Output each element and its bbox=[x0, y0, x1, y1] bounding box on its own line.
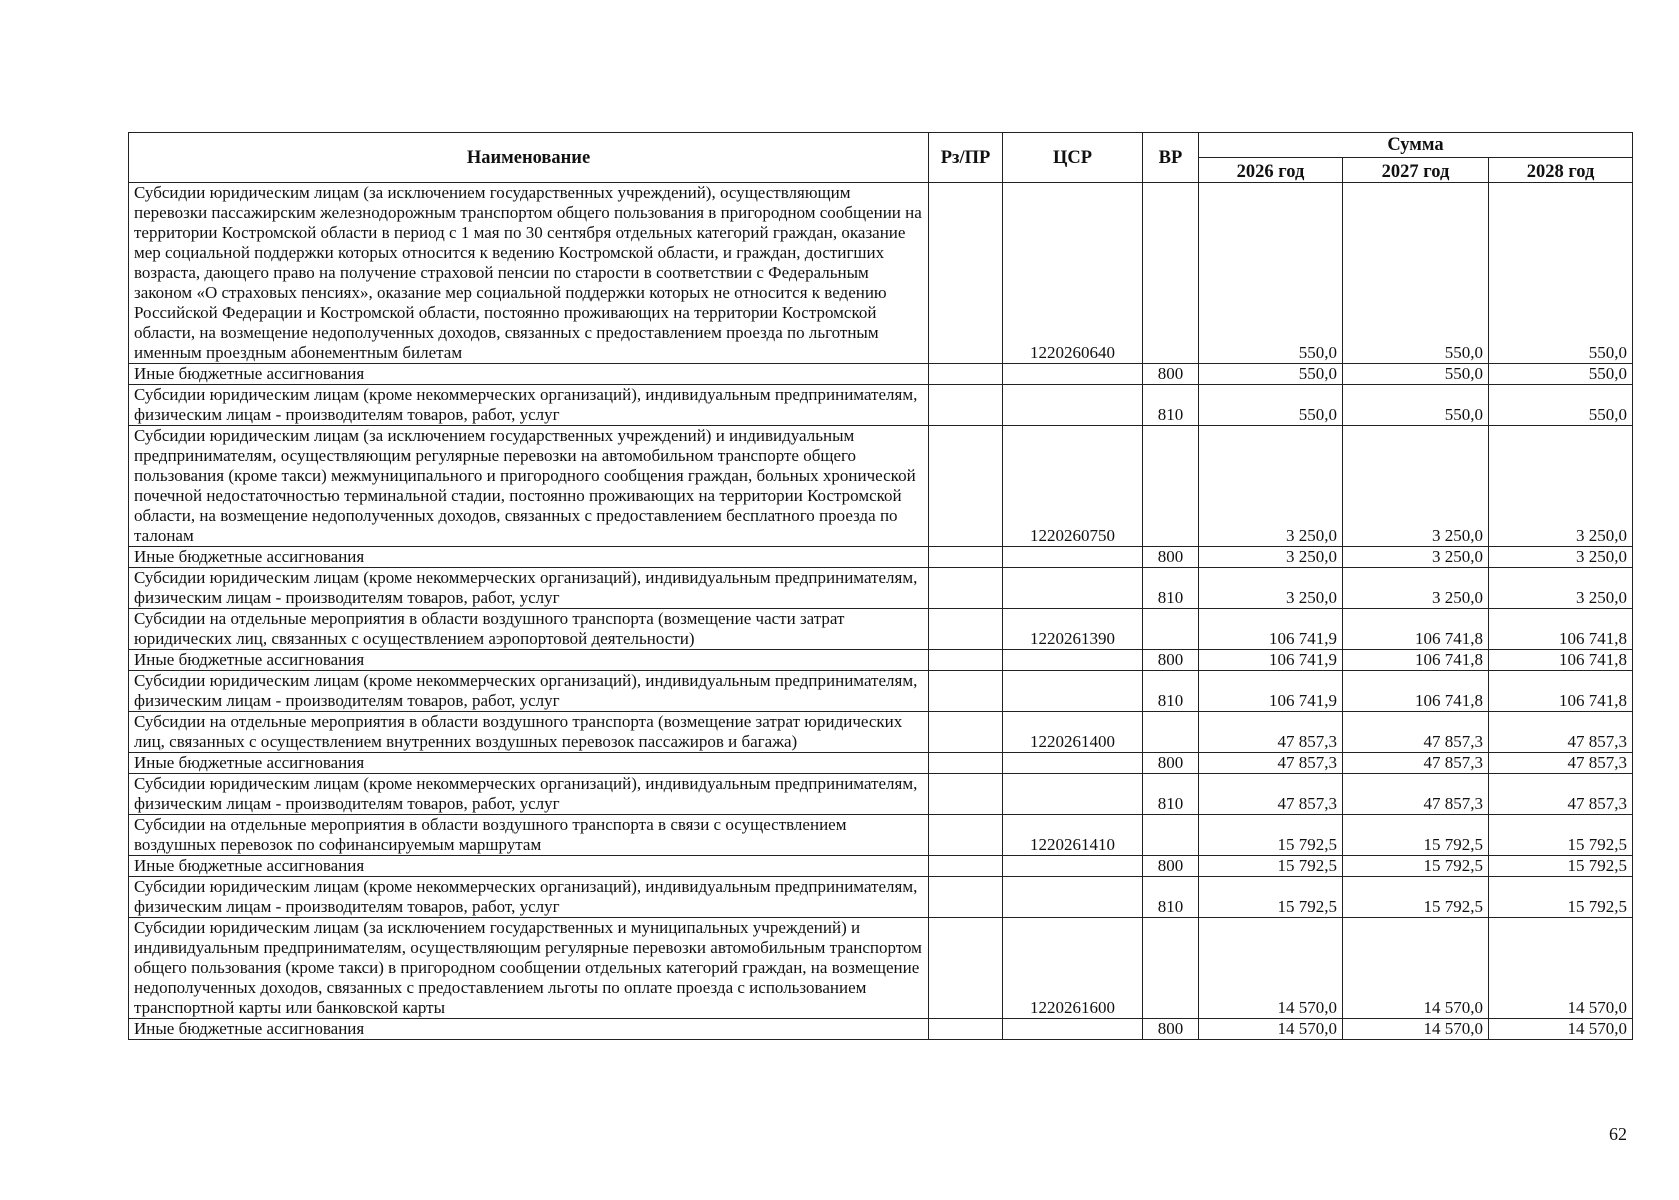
cell-vr: 800 bbox=[1143, 364, 1199, 385]
cell-name: Иные бюджетные ассигнования bbox=[129, 650, 929, 671]
cell-amount-2027: 106 741,8 bbox=[1343, 650, 1489, 671]
cell-amount-2028: 550,0 bbox=[1489, 385, 1633, 426]
cell-amount-2026: 550,0 bbox=[1199, 364, 1343, 385]
cell-name: Субсидии юридическим лицам (за исключением государственных учреждений) и индивидуальным предпринимателям, осуществляющим регулярные перевозки на автомобильном транспорте общего пользования (кроме такси) межмуниципального и пригородного сообщения граждан, больных хронической почечной недостаточностью терминальной стадии, постоянно проживающих на территории Костромской области, на возмещение недополученных доходов, связанных с предоставлением бесплатного проезда по талонам bbox=[129, 426, 929, 547]
table-row bbox=[129, 753, 1633, 774]
cell-amount-2026: 14 570,0 bbox=[1199, 918, 1343, 1019]
table-row bbox=[129, 568, 1633, 609]
cell-amount-2027: 47 857,3 bbox=[1343, 753, 1489, 774]
cell-amount-2027: 3 250,0 bbox=[1343, 426, 1489, 547]
cell-amount-2027: 14 570,0 bbox=[1343, 918, 1489, 1019]
cell-amount-2027: 3 250,0 bbox=[1343, 547, 1489, 568]
table-row bbox=[129, 712, 1633, 753]
cell-amount-2028: 15 792,5 bbox=[1489, 877, 1633, 918]
table-row bbox=[129, 609, 1633, 650]
cell-amount-2028: 106 741,8 bbox=[1489, 671, 1633, 712]
cell-amount-2026: 47 857,3 bbox=[1199, 712, 1343, 753]
cell-vr: 810 bbox=[1143, 568, 1199, 609]
cell-amount-2028: 3 250,0 bbox=[1489, 568, 1633, 609]
cell-vr bbox=[1143, 183, 1199, 364]
cell-name: Иные бюджетные ассигнования bbox=[129, 364, 929, 385]
cell-vr: 810 bbox=[1143, 671, 1199, 712]
table-row bbox=[129, 877, 1633, 918]
cell-vr: 800 bbox=[1143, 547, 1199, 568]
table-row bbox=[129, 364, 1633, 385]
cell-rz-pr bbox=[929, 183, 1003, 364]
cell-amount-2028: 550,0 bbox=[1489, 183, 1633, 364]
header-year-2028: 2028 год bbox=[1489, 158, 1633, 183]
cell-amount-2027: 14 570,0 bbox=[1343, 1019, 1489, 1040]
cell-rz-pr bbox=[929, 547, 1003, 568]
cell-csr bbox=[1003, 568, 1143, 609]
cell-vr: 800 bbox=[1143, 650, 1199, 671]
cell-name: Субсидии юридическим лицам (кроме некоммерческих организаций), индивидуальным предпринимателям, физическим лицам - производителям товаров, работ, услуг bbox=[129, 568, 929, 609]
cell-amount-2026: 106 741,9 bbox=[1199, 650, 1343, 671]
table-row bbox=[129, 385, 1633, 426]
cell-amount-2026: 3 250,0 bbox=[1199, 568, 1343, 609]
cell-rz-pr bbox=[929, 815, 1003, 856]
cell-rz-pr bbox=[929, 385, 1003, 426]
table-row bbox=[129, 918, 1633, 1019]
cell-csr: 1220260750 bbox=[1003, 426, 1143, 547]
table-row bbox=[129, 426, 1633, 547]
cell-name: Субсидии на отдельные мероприятия в области воздушного транспорта в связи с осуществлением воздушных перевозок по софинансируемым маршрутам bbox=[129, 815, 929, 856]
cell-vr: 800 bbox=[1143, 856, 1199, 877]
cell-amount-2027: 106 741,8 bbox=[1343, 609, 1489, 650]
cell-amount-2028: 47 857,3 bbox=[1489, 774, 1633, 815]
table-row bbox=[129, 671, 1633, 712]
cell-amount-2028: 550,0 bbox=[1489, 364, 1633, 385]
cell-name: Иные бюджетные ассигнования bbox=[129, 1019, 929, 1040]
cell-vr bbox=[1143, 918, 1199, 1019]
cell-name: Субсидии на отдельные мероприятия в области воздушного транспорта (возмещение части затрат юридических лиц, связанных с осуществлением аэропортовой деятельности) bbox=[129, 609, 929, 650]
cell-amount-2026: 15 792,5 bbox=[1199, 856, 1343, 877]
cell-vr: 810 bbox=[1143, 385, 1199, 426]
cell-rz-pr bbox=[929, 568, 1003, 609]
cell-amount-2027: 3 250,0 bbox=[1343, 568, 1489, 609]
cell-amount-2028: 47 857,3 bbox=[1489, 712, 1633, 753]
cell-name: Субсидии юридическим лицам (кроме некоммерческих организаций), индивидуальным предпринимателям, физическим лицам - производителям товаров, работ, услуг bbox=[129, 877, 929, 918]
cell-amount-2028: 3 250,0 bbox=[1489, 547, 1633, 568]
cell-amount-2027: 47 857,3 bbox=[1343, 712, 1489, 753]
cell-vr bbox=[1143, 426, 1199, 547]
cell-rz-pr bbox=[929, 712, 1003, 753]
cell-name: Субсидии юридическим лицам (кроме некоммерческих организаций), индивидуальным предпринимателям, физическим лицам - производителям товаров, работ, услуг bbox=[129, 671, 929, 712]
cell-name: Иные бюджетные ассигнования bbox=[129, 856, 929, 877]
cell-vr bbox=[1143, 609, 1199, 650]
cell-amount-2028: 15 792,5 bbox=[1489, 815, 1633, 856]
header-year-2026: 2026 год bbox=[1199, 158, 1343, 183]
table-row bbox=[129, 650, 1633, 671]
cell-amount-2027: 550,0 bbox=[1343, 364, 1489, 385]
cell-amount-2028: 14 570,0 bbox=[1489, 918, 1633, 1019]
cell-vr bbox=[1143, 815, 1199, 856]
cell-csr bbox=[1003, 385, 1143, 426]
cell-amount-2027: 106 741,8 bbox=[1343, 671, 1489, 712]
header-vr: ВР bbox=[1143, 133, 1199, 183]
cell-amount-2026: 47 857,3 bbox=[1199, 774, 1343, 815]
cell-vr: 800 bbox=[1143, 1019, 1199, 1040]
cell-csr: 1220261600 bbox=[1003, 918, 1143, 1019]
cell-amount-2026: 14 570,0 bbox=[1199, 1019, 1343, 1040]
cell-rz-pr bbox=[929, 650, 1003, 671]
cell-csr bbox=[1003, 877, 1143, 918]
cell-vr: 810 bbox=[1143, 877, 1199, 918]
budget-table bbox=[128, 132, 1633, 1040]
cell-csr bbox=[1003, 671, 1143, 712]
cell-rz-pr bbox=[929, 1019, 1003, 1040]
cell-amount-2027: 15 792,5 bbox=[1343, 856, 1489, 877]
cell-amount-2027: 550,0 bbox=[1343, 385, 1489, 426]
cell-amount-2028: 3 250,0 bbox=[1489, 426, 1633, 547]
cell-csr bbox=[1003, 856, 1143, 877]
cell-amount-2028: 14 570,0 bbox=[1489, 1019, 1633, 1040]
cell-amount-2026: 47 857,3 bbox=[1199, 753, 1343, 774]
cell-name: Иные бюджетные ассигнования bbox=[129, 547, 929, 568]
cell-name: Субсидии юридическим лицам (за исключением государственных учреждений), осуществляющим перевозки пассажирским железнодорожным транспортом общего пользования в пригородном сообщении на территории Костромской области в период с 1 мая по 30 сентября отдельных категорий граждан, оказание мер социальной поддержки которых относится к ведению Костромской области, и граждан, достигших возраста, дающего право на получение страховой пенсии по старости в соответствии с Федеральным законом «О страховых пенсиях», оказание мер социальной поддержки которых не относится к ведению Российской Федерации и Костромской области, постоянно проживающих на территории Костромской области, на возмещение недополученных доходов, связанных с предоставлением проезда по льготным именным проездным абонементным билетам bbox=[129, 183, 929, 364]
cell-amount-2027: 15 792,5 bbox=[1343, 815, 1489, 856]
header-rz-pr: Рз/ПР bbox=[929, 133, 1003, 183]
cell-amount-2027: 47 857,3 bbox=[1343, 774, 1489, 815]
cell-csr: 1220261400 bbox=[1003, 712, 1143, 753]
cell-rz-pr bbox=[929, 918, 1003, 1019]
cell-amount-2026: 106 741,9 bbox=[1199, 671, 1343, 712]
cell-amount-2028: 106 741,8 bbox=[1489, 609, 1633, 650]
cell-csr bbox=[1003, 774, 1143, 815]
header-sum: Сумма bbox=[1199, 133, 1633, 158]
cell-rz-pr bbox=[929, 753, 1003, 774]
cell-amount-2028: 15 792,5 bbox=[1489, 856, 1633, 877]
cell-csr bbox=[1003, 1019, 1143, 1040]
header-name: Наименование bbox=[129, 133, 929, 183]
cell-vr bbox=[1143, 712, 1199, 753]
cell-amount-2026: 3 250,0 bbox=[1199, 547, 1343, 568]
header-csr: ЦСР bbox=[1003, 133, 1143, 183]
table-row bbox=[129, 1019, 1633, 1040]
cell-rz-pr bbox=[929, 426, 1003, 547]
table-row bbox=[129, 815, 1633, 856]
cell-csr bbox=[1003, 364, 1143, 385]
cell-amount-2026: 550,0 bbox=[1199, 183, 1343, 364]
cell-rz-pr bbox=[929, 364, 1003, 385]
cell-csr bbox=[1003, 753, 1143, 774]
cell-csr: 1220260640 bbox=[1003, 183, 1143, 364]
cell-csr: 1220261410 bbox=[1003, 815, 1143, 856]
cell-amount-2026: 15 792,5 bbox=[1199, 815, 1343, 856]
cell-rz-pr bbox=[929, 609, 1003, 650]
header-year-2027: 2027 год bbox=[1343, 158, 1489, 183]
cell-rz-pr bbox=[929, 856, 1003, 877]
table-body bbox=[129, 183, 1633, 1040]
table-row bbox=[129, 547, 1633, 568]
cell-rz-pr bbox=[929, 774, 1003, 815]
cell-rz-pr bbox=[929, 877, 1003, 918]
cell-csr bbox=[1003, 650, 1143, 671]
cell-name: Иные бюджетные ассигнования bbox=[129, 753, 929, 774]
cell-amount-2026: 15 792,5 bbox=[1199, 877, 1343, 918]
table-row bbox=[129, 856, 1633, 877]
cell-name: Субсидии на отдельные мероприятия в области воздушного транспорта (возмещение затрат юридических лиц, связанных с осуществлением внутренних воздушных перевозок пассажиров и багажа) bbox=[129, 712, 929, 753]
cell-csr bbox=[1003, 547, 1143, 568]
cell-amount-2026: 106 741,9 bbox=[1199, 609, 1343, 650]
cell-amount-2028: 106 741,8 bbox=[1489, 650, 1633, 671]
cell-csr: 1220261390 bbox=[1003, 609, 1143, 650]
cell-rz-pr bbox=[929, 671, 1003, 712]
cell-name: Субсидии юридическим лицам (за исключением государственных и муниципальных учреждений) и индивидуальным предпринимателям, осуществляющим регулярные перевозки автомобильным транспортом общего пользования (кроме такси) в пригородном сообщении отдельных категорий граждан, на возмещение недополученных доходов, связанных с предоставлением льготы по оплате проезда с использованием транспортной карты или банковской карты bbox=[129, 918, 929, 1019]
cell-vr: 800 bbox=[1143, 753, 1199, 774]
table-row bbox=[129, 774, 1633, 815]
cell-amount-2026: 3 250,0 bbox=[1199, 426, 1343, 547]
cell-amount-2028: 47 857,3 bbox=[1489, 753, 1633, 774]
cell-amount-2027: 15 792,5 bbox=[1343, 877, 1489, 918]
page-number: 62 bbox=[1609, 1124, 1627, 1144]
cell-name: Субсидии юридическим лицам (кроме некоммерческих организаций), индивидуальным предпринимателям, физическим лицам - производителям товаров, работ, услуг bbox=[129, 774, 929, 815]
cell-amount-2027: 550,0 bbox=[1343, 183, 1489, 364]
table-row bbox=[129, 183, 1633, 364]
cell-vr: 810 bbox=[1143, 774, 1199, 815]
cell-name: Субсидии юридическим лицам (кроме некоммерческих организаций), индивидуальным предпринимателям, физическим лицам - производителям товаров, работ, услуг bbox=[129, 385, 929, 426]
cell-amount-2026: 550,0 bbox=[1199, 385, 1343, 426]
